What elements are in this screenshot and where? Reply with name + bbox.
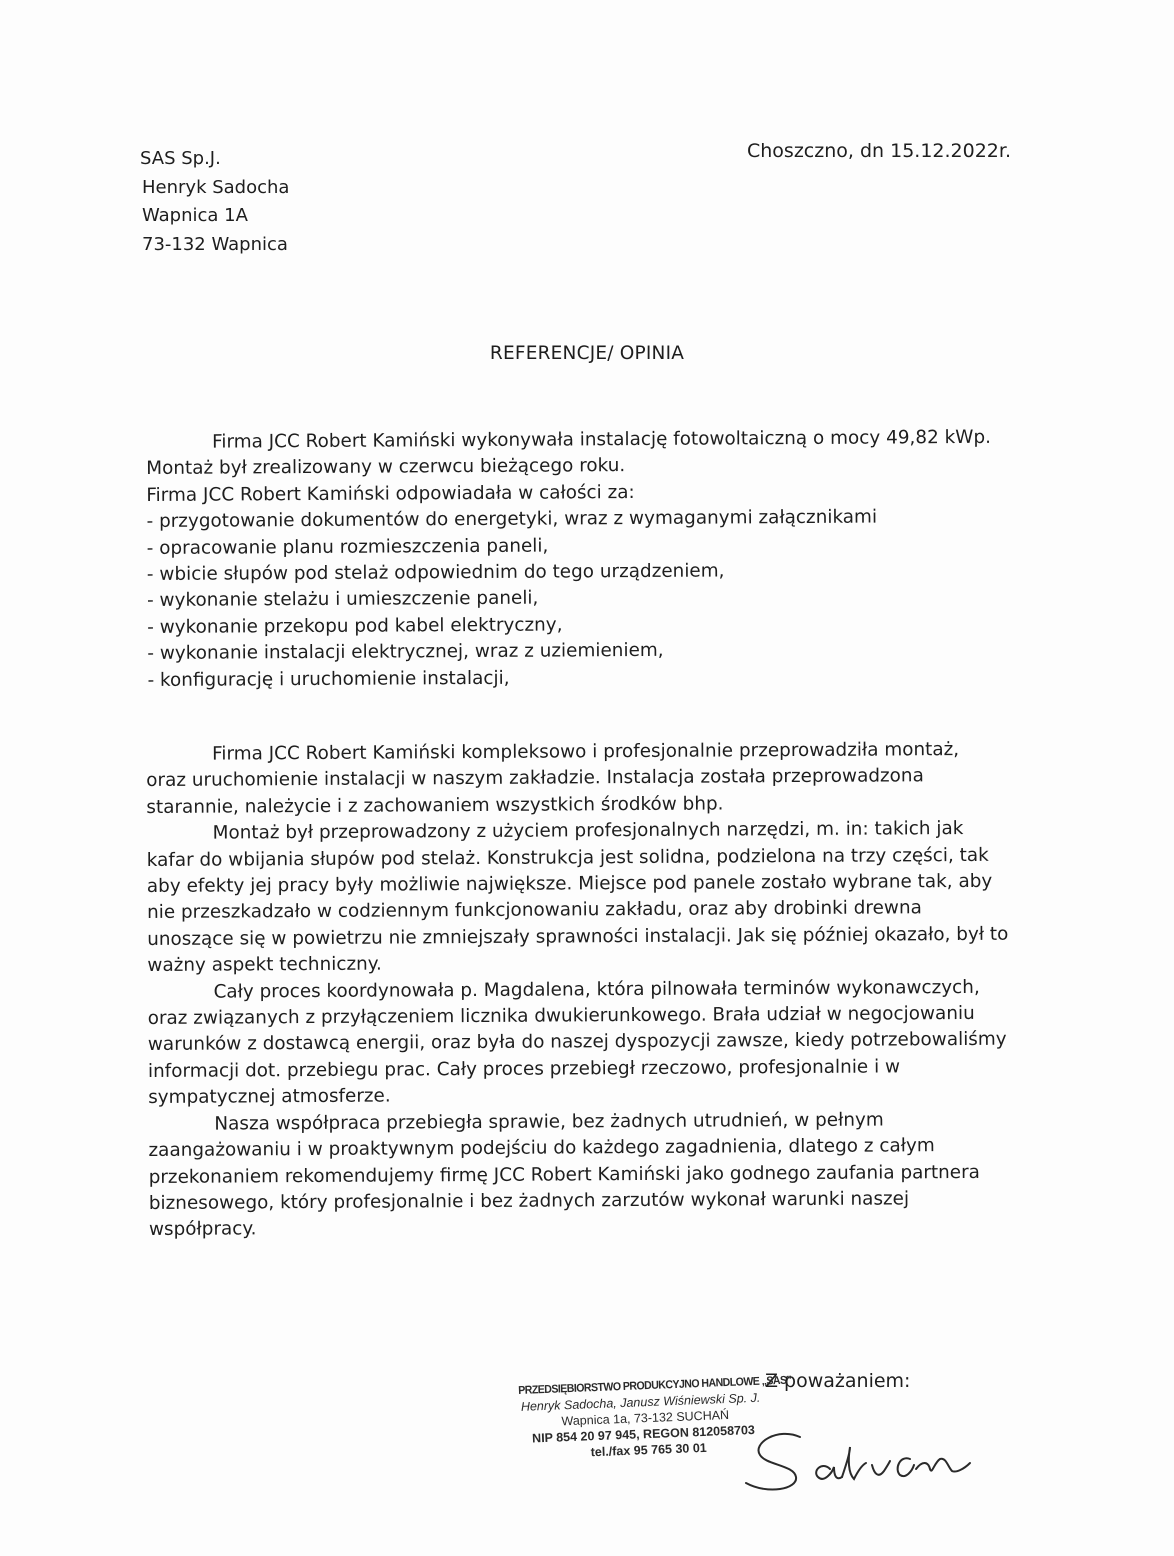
closing-phrase: Z poważaniem: [765, 1370, 911, 1392]
body-line: oraz związanych z przyłączeniem licznika dwukierunkowego. Brała udział w negocjowaniu [147, 1003, 975, 1030]
list-item: - opracowanie planu rozmieszczenia paneli, [146, 535, 549, 559]
company-stamp [518, 1373, 792, 1463]
body-line: unoszące się w powietrzu nie zmniejszały sprawności instalacji. Jak się później okazało, był to [147, 923, 1009, 950]
letter-title: REFERENCJE/ OPINIA [489, 343, 685, 364]
stamp-registry-line: NIP 854 20 97 945, REGON 812058703 [531, 1422, 756, 1446]
sender-name: Henryk Sadocha [142, 176, 290, 198]
body-line: Firma JCC Robert Kamiński kompleksowo i profesjonalnie przeprowadziła montaż, [212, 739, 960, 765]
body-line: Firma JCC Robert Kamiński wykonywała instalację fotowoltaiczną o mocy 49,82 kWp. [212, 426, 991, 453]
stamp-company-line: PRZEDSIĘBIORSTWO PRODUKCYJNO HANDLOWE „SAS” [518, 1374, 792, 1397]
body-line: Montaż był przeprowadzony z użyciem profesjonalnych narzędzi, m. in: takich jak [212, 818, 964, 844]
sender-address [140, 145, 289, 259]
stamp-owners-line: Henryk Sadocha, Janusz Wiśniewski Sp. J. [520, 1390, 761, 1414]
body-line: Cały proces koordynowała p. Magdalena, która pilnowała terminów wykonawczych, [213, 976, 980, 1003]
sender-company: SAS Sp.J. [140, 148, 221, 169]
list-item: - wbicie słupów pod stelaż odpowiednim do tego urządzeniem, [146, 560, 725, 586]
stamp-address-line: Wapnica 1a, 73-132 SUCHAŃ [561, 1407, 730, 1429]
body-line: współpracy. [148, 1218, 257, 1241]
body-line: Firma JCC Robert Kamiński odpowiadała w całości za: [146, 481, 635, 506]
list-item: - wykonanie stelażu i umieszczenie paneli, [146, 588, 539, 612]
body-line: aby efekty jej pracy były możliwie największe. Miejsce pod panele zostało wybrane tak, aby [146, 870, 993, 898]
body-line: Montaż był zrealizowany w czerwcu bieżącego roku. [146, 455, 626, 480]
list-item: - wykonanie instalacji elektrycznej, wraz z uziemieniem, [147, 640, 664, 665]
body-section-2 [146, 737, 1029, 1244]
sender-street: Wapnica 1A [142, 205, 248, 226]
body-line: warunków z dostawcą energii, oraz była do naszej dyspozycji zawsze, kiedy potrzebowaliśmy [147, 1029, 1007, 1056]
body-line: starannie, należycie i z zachowaniem wszystkich środków bhp. [146, 793, 724, 818]
body-line: informacji dot. przebiegu prac. Cały proces przebiegł rzeczowo, profesjonalnie i w [147, 1056, 901, 1082]
body-line: Nasza współpraca przebiegła sprawie, bez żadnych utrudnień, w pełnym [214, 1109, 884, 1135]
body-line: biznesowego, który profesjonalnie i bez żadnych zarzutów wykonał warunki naszej [148, 1188, 910, 1214]
body-line: przekonaniem rekomendujemy firmę JCC Robert Kamiński jako godnego zaufania partnera [148, 1161, 980, 1188]
body-line: nie przeszkadzało w codziennym funkcjonowaniu zakładu, oraz aby drobinki drewna [146, 897, 922, 924]
list-item: - przygotowanie dokumentów do energetyki, wraz z wymaganymi załącznikami [146, 506, 878, 533]
body-line: zaangażowaniu i w proaktywnym podejściu do każdego zagadnienia, dlatego z całym [148, 1135, 935, 1162]
list-item: - wykonanie przekopu pod kabel elektryczny, [147, 614, 563, 638]
sender-city: 73-132 Wapnica [142, 233, 288, 255]
list-item: - konfigurację i uruchomienie instalacji, [147, 667, 510, 691]
letter-date: Choszczno, dn 15.12.2022r. [747, 140, 1012, 162]
stamp-phone-line: tel./fax 95 765 30 01 [590, 1440, 707, 1460]
body-section-1 [146, 425, 1028, 694]
body-line: sympatycznej atmosferze. [148, 1085, 391, 1109]
body-line: ważny aspekt techniczny. [147, 953, 382, 977]
body-line: kafar do wbijania słupów pod stelaż. Konstrukcja jest solidna, podzielona na trzy części, tak [146, 844, 989, 871]
body-line: oraz uruchomienie instalacji w naszym zakładzie. Instalacja została przeprowadzona [146, 765, 924, 792]
handwritten-signature [738, 1425, 988, 1505]
